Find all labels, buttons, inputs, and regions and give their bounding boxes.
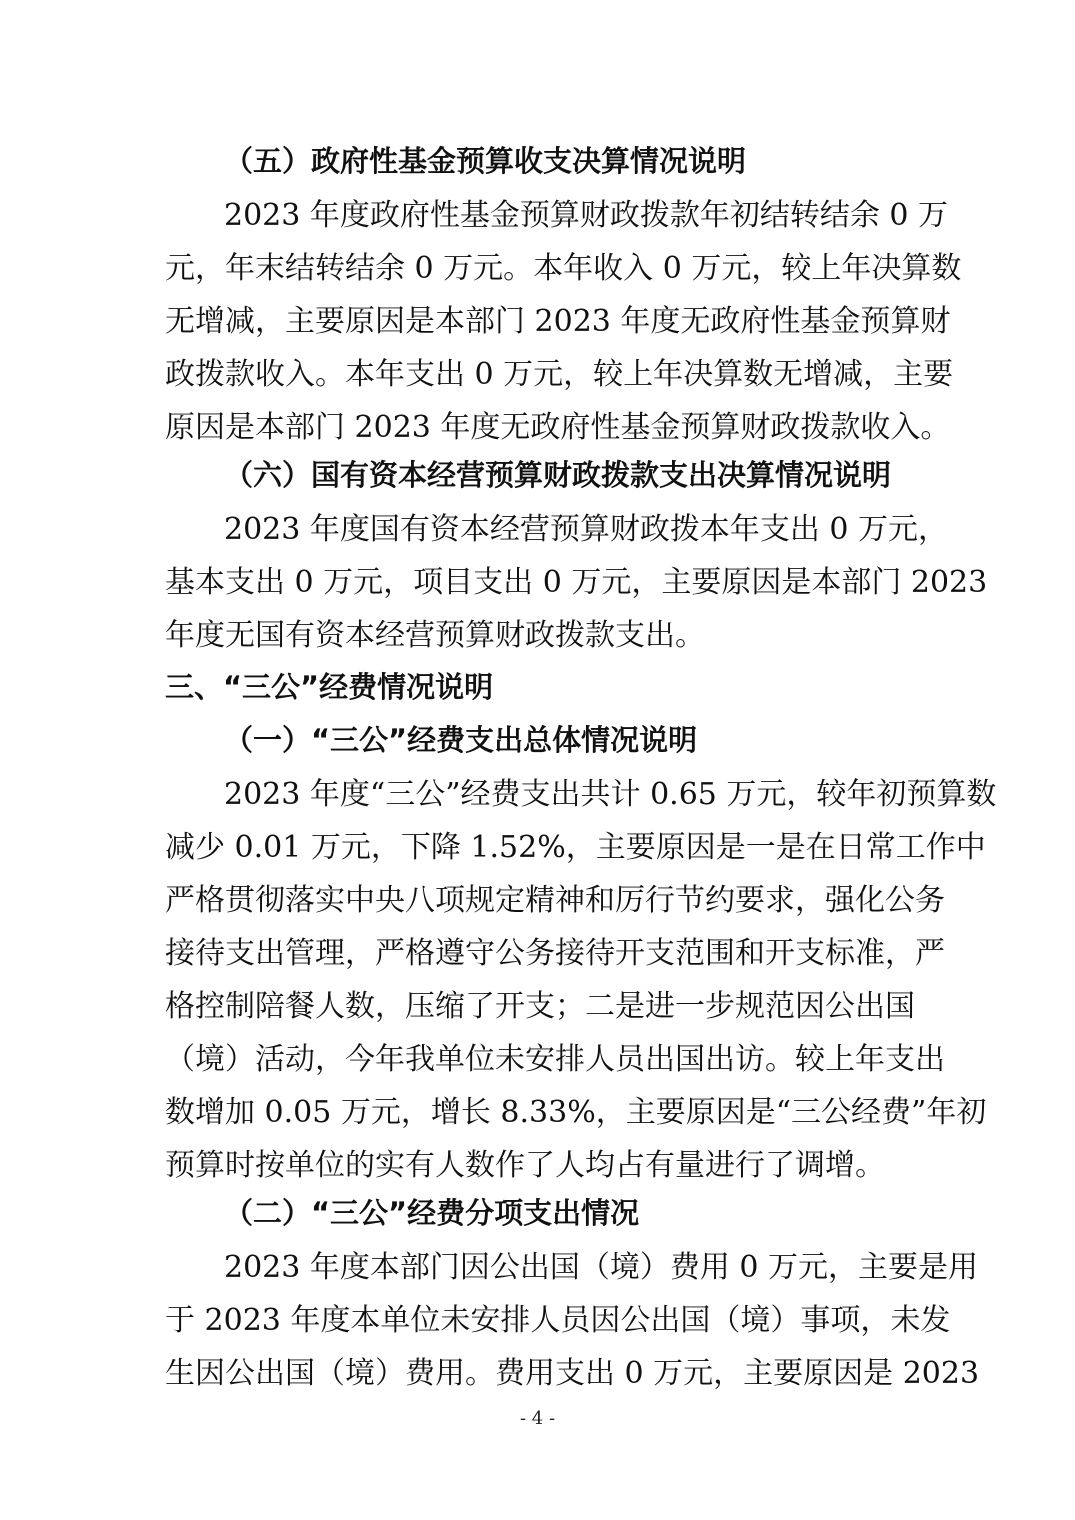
body-text-line: 2023 年度本部门因公出国（境）费用 0 万元，主要是用 xyxy=(224,1250,979,1285)
section-subheading: （二）“三公”经费分项支出情况 xyxy=(224,1196,640,1230)
body-text-line: 预算时按单位的实有人数作了人均占有量进行了调增。 xyxy=(165,1148,885,1183)
section-subheading: （六）国有资本经营预算财政拨款支出决算情况说明 xyxy=(224,458,892,492)
body-text-line: 生因公出国（境）费用。费用支出 0 万元，主要原因是 2023 xyxy=(165,1356,980,1391)
body-text-line: 政拨款收入。本年支出 0 万元，较上年决算数无增减，主要 xyxy=(165,357,954,392)
body-text-line: 接待支出管理，严格遵守公务接待开支范围和开支标准，严 xyxy=(165,936,945,971)
body-text-line: 原因是本部门 2023 年度无政府性基金预算财政拨款收入。 xyxy=(165,410,951,445)
body-text-line: 无增减，主要原因是本部门 2023 年度无政府性基金预算财 xyxy=(165,304,951,339)
body-text-line: 格控制陪餐人数，压缩了开支；二是进一步规范因公出国 xyxy=(165,989,915,1024)
section-heading: 三、“三公”经费情况说明 xyxy=(165,670,494,704)
body-text-line: 2023 年度“三公”经费支出共计 0.65 万元，较年初预算数 xyxy=(224,777,997,812)
body-text-line: 数增加 0.05 万元，增长 8.33%，主要原因是“三公经费”年初 xyxy=(165,1095,987,1130)
body-text-line: 年度无国有资本经营预算财政拨款支出。 xyxy=(165,618,705,653)
body-text-line: （境）活动，今年我单位未安排人员出国出访。较上年支出 xyxy=(165,1042,945,1077)
body-text-line: 于 2023 年度本单位未安排人员因公出国（境）事项，未发 xyxy=(165,1303,951,1338)
section-subheading: （五）政府性基金预算收支决算情况说明 xyxy=(224,144,747,178)
body-text-line: 基本支出 0 万元，项目支出 0 万元，主要原因是本部门 2023 xyxy=(165,565,988,600)
section-subheading: （一）“三公”经费支出总体情况说明 xyxy=(224,723,698,757)
body-text-line: 严格贯彻落实中央八项规定精神和厉行节约要求，强化公务 xyxy=(165,883,945,918)
body-text-line: 2023 年度国有资本经营预算财政拨本年支出 0 万元， xyxy=(224,512,949,547)
page-number: - 4 - xyxy=(519,1408,556,1429)
body-text-line: 2023 年度政府性基金预算财政拨款年初结转结余 0 万 xyxy=(224,198,949,233)
body-text-line: 减少 0.01 万元，下降 1.52%，主要原因是一是在日常工作中 xyxy=(165,830,986,865)
body-text-line: 元，年末结转结余 0 万元。本年收入 0 万元，较上年决算数 xyxy=(165,251,962,286)
